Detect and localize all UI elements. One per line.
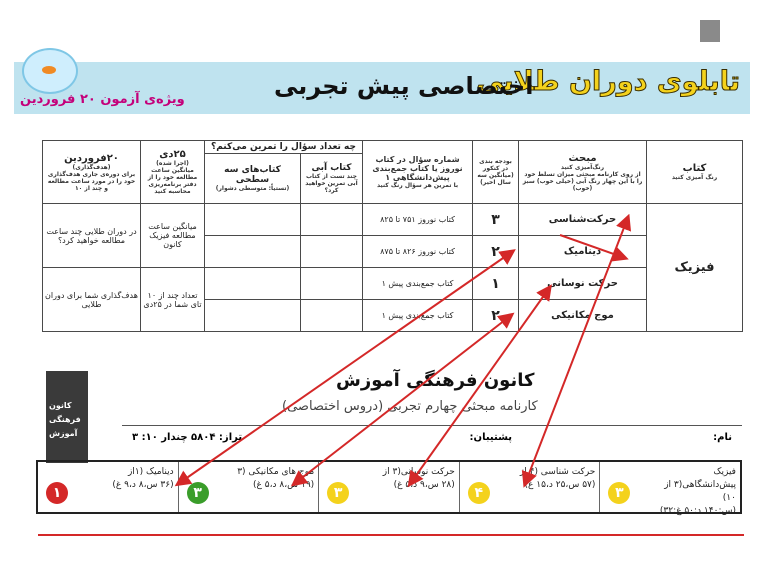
col-book: کتاب رنگ آمیزی کنید — [647, 141, 743, 204]
ref-cell: کتاب جمع‌بندی پیش ۱ — [363, 300, 473, 332]
table-row — [43, 268, 743, 300]
ref-cell: کتاب نوروز ۸۲۶ تا ۸۷۵ — [363, 236, 473, 268]
col-far20: ۲۰فروردین (هدف‌گذاری) برای دوره‌ی جاری هدف‌گذاری خود را در مورد ساعت مطالعه و چند از ۱۰ — [43, 141, 141, 204]
score-badge-icon: ۱ — [46, 482, 68, 504]
report-subtitle: کارنامه مبحثی چهارم تجربی (دروس اختصاصی) — [282, 399, 538, 414]
dey-study-cell: میانگین ساعت مطالعه فیزیک کانون — [141, 204, 205, 268]
report-card — [36, 365, 742, 515]
topic-cell: دینامیک — [519, 236, 647, 268]
dey-score-cell: تعداد چند از ۱۰ تای شما در ۲۵دی — [141, 268, 205, 332]
blue-book-input[interactable] — [301, 204, 363, 236]
far-score-cell[interactable]: هدف‌گذاری شما برای دوران طلایی — [43, 268, 141, 332]
topic-score-cards — [36, 460, 742, 514]
level-label: تراز: ۵۸۰۴ چندار ۱۰: ۳ — [132, 432, 243, 443]
ref-cell: کتاب نوروز ۷۵۱ تا ۸۲۵ — [363, 204, 473, 236]
budget-cell: ۱ — [473, 268, 519, 300]
board-subtitle: اختصاصی پیش تجربی — [274, 72, 534, 100]
col-question-count: چه تعداد سؤال را تمرین می‌کنم؟ — [205, 141, 363, 154]
golden-period-board — [14, 42, 750, 344]
col-budget: بودجه بندی در کنکور (میانگین سه سال اخیر) — [473, 141, 519, 204]
report-title: کانون فرهنگی آموزش — [336, 370, 535, 391]
score-badge-icon: ۴ — [468, 482, 490, 504]
score-card — [599, 462, 740, 516]
blue-book-input[interactable] — [301, 268, 363, 300]
score-badge-icon: ۳ — [187, 482, 209, 504]
exam-date-pill: ویژه‌ی آزمون ۲۰ فروردین — [20, 92, 185, 107]
far-study-cell[interactable]: در دوران طلایی چند ساعت مطالعه خواهید کرد؟ — [43, 204, 141, 268]
score-badge-icon: ۳ — [327, 482, 349, 504]
budget-cell: ۲ — [473, 300, 519, 332]
score-card-label: فیزیک پیش‌دانشگاهی(۳ از ۱۰) (س:۱۴۰ د:۵۰ غ:۳۲) — [659, 467, 736, 516]
three-level-input[interactable] — [205, 268, 301, 300]
score-card-label: موج های مکانیکی (۳ (۱۹ س،۸ د،۵ غ) — [237, 467, 315, 490]
score-card-label: دینامیک (۱از (۳۶ س،۸ د،۹ غ) — [112, 467, 174, 490]
name-label: نام: — [713, 432, 732, 443]
score-card-label: حرکت نوسانی(۳ از (۲۸ س،۹ د،۵ غ) — [382, 467, 455, 490]
board-title: تابلوی دوران طلایی — [476, 66, 740, 97]
topic-cell: حرکت نوسانی — [519, 268, 647, 300]
supporter-label: پشتیبان: — [469, 432, 512, 443]
col-three-level-books: کتاب‌های سه سطحی (تستیاً: متوسطی دشوار) — [205, 154, 301, 204]
topic-cell: حرکت‌شناسی — [519, 204, 647, 236]
col-dey25: ۲۵دی (اجرا شده) میانگین ساعت مطالعه خود را از دفتر برنامه‌ریزی محاسبه کنید — [141, 141, 205, 204]
fishbowl-icon — [22, 48, 78, 94]
score-card — [318, 462, 459, 512]
score-badge-icon: ۳ — [608, 482, 630, 504]
three-level-input[interactable] — [205, 204, 301, 236]
table-row — [43, 204, 743, 236]
budget-cell: ۲ — [473, 236, 519, 268]
score-card-label: حرکت شناسی (۴ از (۵۷ س،۲۵ د،۱۵ غ) — [519, 467, 596, 490]
ref-cell: کتاب جمع‌بندی پیش ۱ — [363, 268, 473, 300]
score-card — [178, 462, 319, 512]
three-level-input[interactable] — [205, 236, 301, 268]
col-blue-book: کتاب آبی چند تست از کتاب آبی تمرین خواهید کرد؟ — [301, 154, 363, 204]
score-card — [38, 462, 178, 512]
topic-cell: موج مکانیکی — [519, 300, 647, 332]
three-level-input[interactable] — [205, 300, 301, 332]
budget-cell: ۳ — [473, 204, 519, 236]
divider-line — [38, 534, 744, 536]
score-card — [459, 462, 600, 512]
study-table — [42, 140, 743, 332]
student-info-row — [122, 425, 742, 456]
col-question-ref: شماره سؤال در کتاب نوروز یا کتاب جمع‌بندی پیش‌دانشگاهی ۱ با تمرین هر سؤال رنگ کنید — [363, 141, 473, 204]
col-topic: مبحث رنگ‌آمیزی کنید از روی کارنامه مبحثی میزان تسلط خود را با این چهار رنگ آبی (خیلی خوب) سبز (خوب) — [519, 141, 647, 204]
blue-book-input[interactable] — [301, 300, 363, 332]
kanoon-logo: کانون فرهنگی آموزش — [46, 371, 88, 463]
blue-book-input[interactable] — [301, 236, 363, 268]
subject-cell: فیزیک — [647, 204, 743, 332]
